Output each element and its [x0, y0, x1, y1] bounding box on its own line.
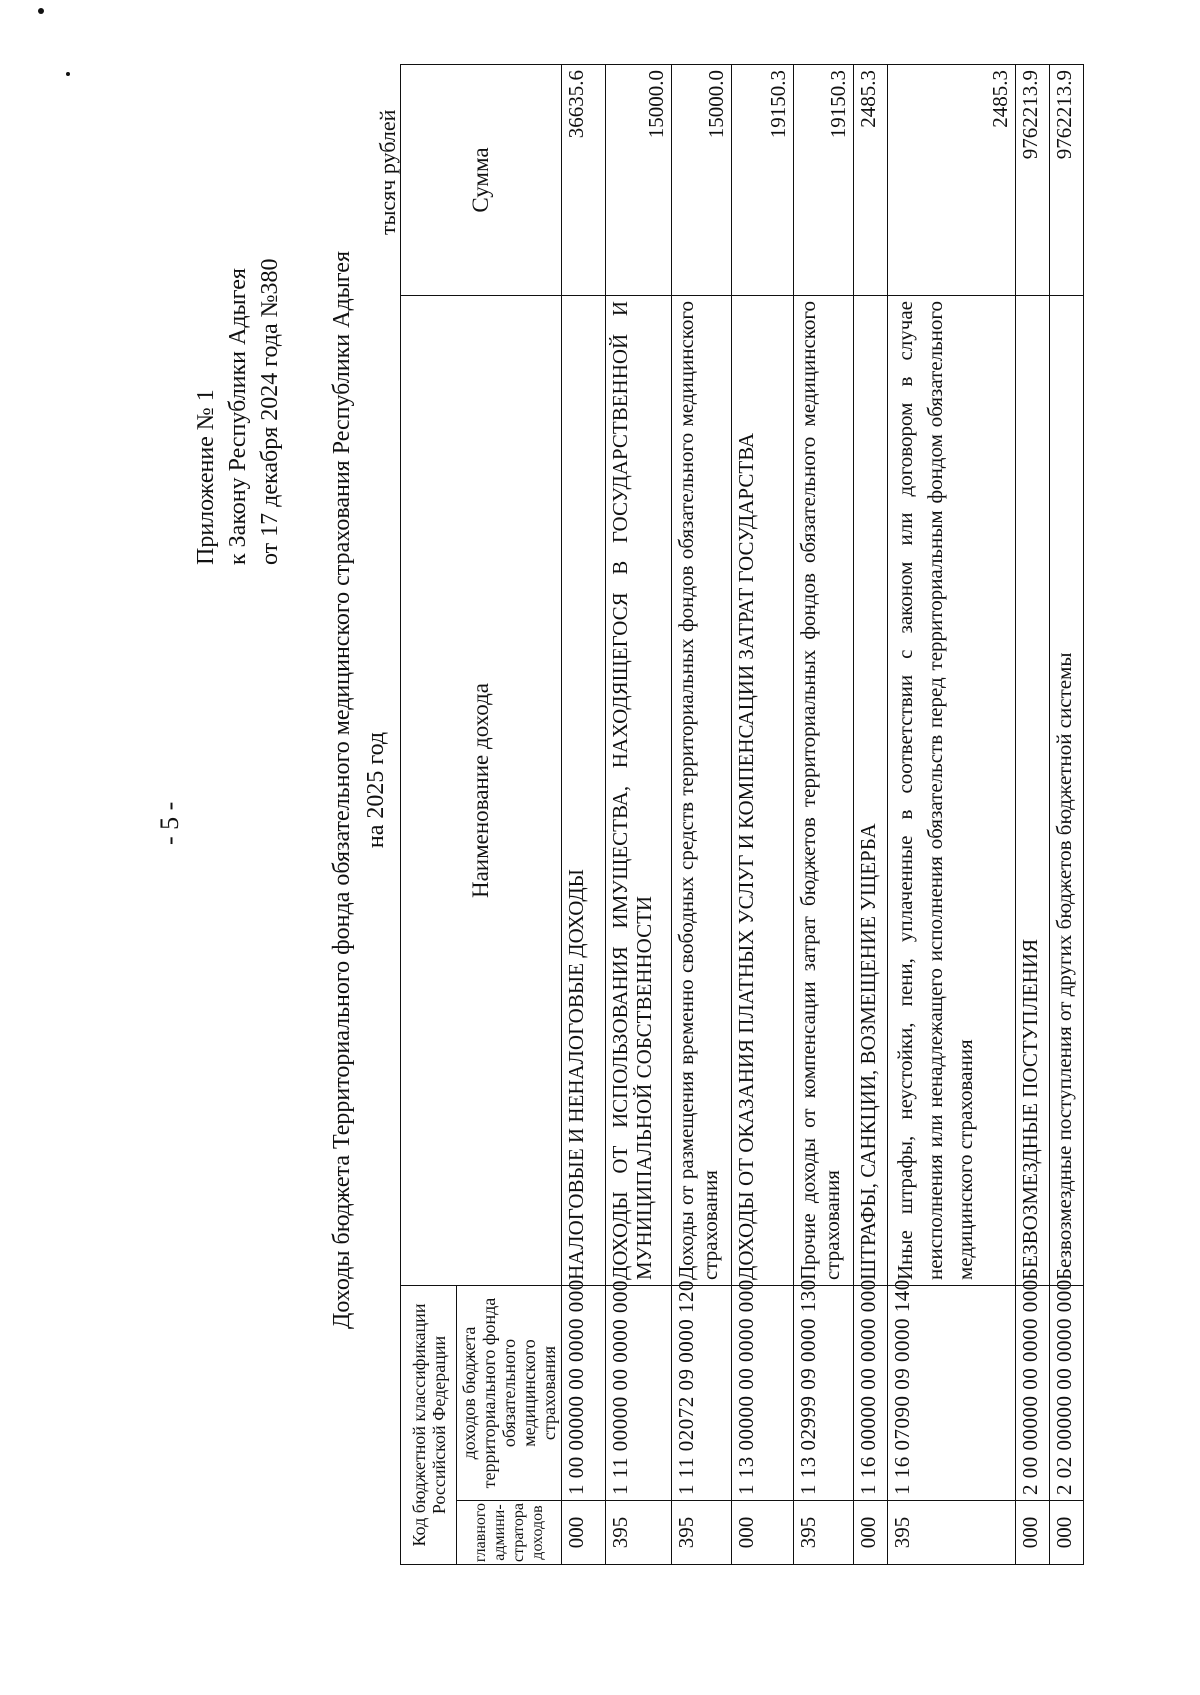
sum-cell: 19150.3: [794, 65, 854, 296]
table-row: [794, 65, 854, 1565]
table-row: [732, 65, 794, 1565]
admin-code-cell: 000: [1016, 1501, 1050, 1565]
sum-cell: 9762213.9: [1050, 65, 1084, 296]
document-title: [325, 125, 393, 1455]
rotated-page: [65, 25, 1175, 1605]
page-number: - 5 -: [155, 801, 184, 845]
admin-code-cell: 395: [794, 1501, 854, 1565]
table-row: [606, 65, 672, 1565]
admin-code-cell: 000: [854, 1501, 888, 1565]
income-name-cell: Иные штрафы, неустойки, пени, уплаченные в соответствии с законом или договором в случае неисполнения или ненадлежащего исполнения обязательств перед территориальным фондом обязательного медицинского страхования: [888, 296, 1016, 1286]
admin-code-cell: 000: [562, 1501, 606, 1565]
budget-code-cell: 1 11 00000 00 0000 000: [606, 1286, 672, 1501]
income-name-cell: БЕЗВОЗМЕЗДНЫЕ ПОСТУПЛЕНИЯ: [1016, 296, 1050, 1286]
appendix-line-2: к Закону Республики Адыгея: [225, 268, 251, 565]
unit-label: тысяч рублей: [375, 109, 400, 235]
income-name-cell: НАЛОГОВЫЕ И НЕНАЛОГОВЫЕ ДОХОДЫ: [562, 296, 606, 1286]
income-name-cell: ДОХОДЫ ОТ ОКАЗАНИЯ ПЛАТНЫХ УСЛУГ И КОМПЕНСАЦИИ ЗАТРАТ ГОСУДАРСТВА: [732, 296, 794, 1286]
budget-code-cell: 1 11 02072 09 0000 120: [672, 1286, 732, 1501]
admin-code-cell: 395: [672, 1501, 732, 1565]
admin-code-cell: 000: [1050, 1501, 1084, 1565]
income-name-cell: ШТРАФЫ, САНКЦИИ, ВОЗМЕЩЕНИЕ УЩЕРБА: [854, 296, 888, 1286]
sum-cell: 15000.0: [672, 65, 732, 296]
sum-cell: 15000.0: [606, 65, 672, 296]
sum-cell: 2485.3: [888, 65, 1016, 296]
table-row: [854, 65, 888, 1565]
appendix-line-1: Приложение № 1: [193, 389, 219, 565]
scan-speck: [38, 8, 44, 14]
budget-code-cell: 1 16 00000 00 0000 000: [854, 1286, 888, 1501]
header-sum: Сумма: [401, 65, 562, 296]
table-row: [1050, 65, 1084, 1565]
header-admin: главного админи-стратора доходов: [457, 1501, 562, 1565]
table-row: [562, 65, 606, 1565]
admin-code-cell: 395: [888, 1501, 1016, 1565]
title-line-2: на 2025 год: [363, 731, 389, 849]
sum-cell: 19150.3: [732, 65, 794, 296]
table-row: [1016, 65, 1050, 1565]
admin-code-cell: 000: [732, 1501, 794, 1565]
budget-code-cell: 1 13 00000 00 0000 000: [732, 1286, 794, 1501]
header-code-group: Код бюджетной классификации Российской Федерации: [401, 1286, 457, 1565]
budget-code-cell: 1 00 00000 00 0000 000: [562, 1286, 606, 1501]
budget-code-cell: 1 13 02999 09 0000 130: [794, 1286, 854, 1501]
sum-cell: 36635.6: [562, 65, 606, 296]
income-name-cell: Безвозмездные поступления от других бюджетов бюджетной системы: [1050, 296, 1084, 1286]
header-code: доходов бюджета территориального фонда обязательного медицинского страхования: [457, 1286, 562, 1501]
income-name-cell: Прочие доходы от компенсации затрат бюджетов территориальных фондов обязательного медицинского страхования: [794, 296, 854, 1286]
income-name-cell: ДОХОДЫ ОТ ИСПОЛЬЗОВАНИЯ ИМУЩЕСТВА, НАХОДЯЩЕГОСЯ В ГОСУДАРСТВЕННОЙ И МУНИЦИПАЛЬНОЙ СОБСТВЕННОСТИ: [606, 296, 672, 1286]
income-table: [400, 64, 1084, 1565]
sum-cell: 9762213.9: [1016, 65, 1050, 296]
header-name: Наименование дохода: [401, 296, 562, 1286]
appendix-header: [190, 45, 286, 565]
table-row: [888, 65, 1016, 1565]
table-row: [672, 65, 732, 1565]
budget-code-cell: 2 00 00000 00 0000 000: [1016, 1286, 1050, 1501]
budget-code-cell: 1 16 07090 09 0000 140: [888, 1286, 1016, 1501]
income-name-cell: Доходы от размещения временно свободных средств территориальных фондов обязательного медицинского страхования: [672, 296, 732, 1286]
admin-code-cell: 395: [606, 1501, 672, 1565]
title-line-1: Доходы бюджета Территориального фонда обязательного медицинского страхования Республики Адыгея: [329, 251, 355, 1329]
appendix-line-3: от 17 декабря 2024 года №380: [257, 258, 283, 565]
budget-code-cell: 2 02 00000 00 0000 000: [1050, 1286, 1084, 1501]
sum-cell: 2485.3: [854, 65, 888, 296]
